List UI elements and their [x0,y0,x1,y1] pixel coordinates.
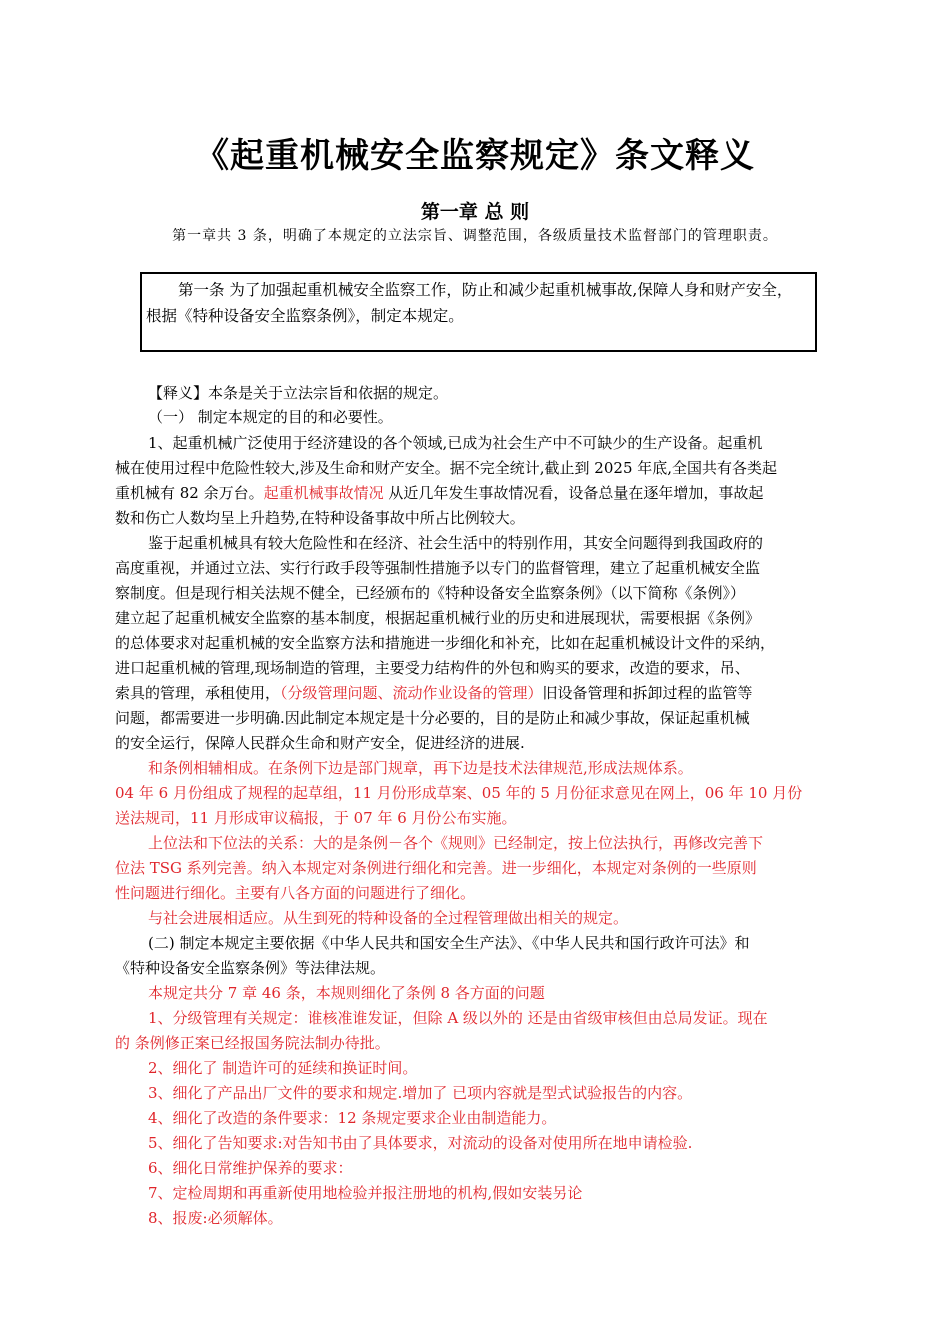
section-heading: (二) 制定本规定主要依据《中华人民共和国安全生产法》、《中华人民共和国行政许可法》和 [148,934,750,952]
red-list-item: 4、细化了改造的条件要求：12 条规定要求企业由制造能力。 [148,1109,557,1127]
article-1-text: 第一条 为了加强起重机械安全监察工作，防止和减少起重机械事故,保障人身和财产安全，根据《特种设备安全监察条例》，制定本规定。 [146,281,793,325]
red-note-line: 与社会进展相适应。从生到死的特种设备的全过程管理做出相关的规定。 [148,909,629,927]
red-note-line: 性问题进行细化。主要有八各方面的问题进行了细化。 [115,884,476,902]
paragraph-line: 问题，都需要进一步明确.因此制定本规定是十分必要的，目的是防止和减少事故，保证起重机械 [115,709,750,727]
paragraph-line: 进口起重机械的管理,现场制造的管理，主要受力结构件的外包和购买的要求，改造的要求，吊、 [115,659,750,677]
chapter-summary: 第一章共 3 条，明确了本规定的立法宗旨、调整范围，各级质量技术监督部门的管理职责。 [172,228,778,244]
paragraph-line: 察制度。但是现行相关法规不健全，已经颁布的《特种设备安全监察条例》（以下简称《条例》） [115,584,746,602]
red-note-line: 04 年 6 月份组成了规程的起草组，11 月份形成草案、05 年的 5 月份征求意见在网上，06 年 10 月份 [115,784,803,802]
paragraph-line: 械在使用过程中危险性较大,涉及生命和财产安全。据不完全统计,截止到 2025 年底,全国共有各类起 [115,459,778,477]
paragraph-line: 的总体要求对起重机械的安全监察方法和措施进一步细化和补充，比如在起重机械设计文件的采纳， [115,634,776,652]
paragraph-line: 1、起重机械广泛使用于经济建设的各个领域,已成为社会生产中不可缺少的生产设备。起重机 [148,434,763,452]
chapter-heading: 第一章 总 则 [420,201,530,223]
article-1-box [140,272,817,352]
paragraph-line: 数和伤亡人数均呈上升趋势,在特种设备事故中所占比例较大。 [115,509,525,527]
paragraph-line: 《特种设备安全监察条例》等法律法规。 [115,959,386,977]
paragraph-line: 的安全运行，保障人民群众生命和财产安全，促进经济的进展. [115,734,525,752]
red-list-item: 1、分级管理有关规定：谁核准谁发证，但除 A 级以外的 还是由省级审核但由总局发证。现在 [148,1009,768,1027]
red-list-item: 3、细化了产品出厂文件的要求和规定.增加了 已项内容就是型式试验报告的内容。 [148,1084,693,1102]
red-list-item: 的 条例修正案已经报国务院法制办待批。 [115,1034,390,1052]
section-heading: （一） 制定本规定的目的和必要性。 [148,408,393,426]
red-note-line: 和条例相辅相成。在条例下边是部门规章，再下边是技术法律规范,形成法规体系。 [148,759,693,777]
red-list-item: 7、定检周期和再重新使用地检验并报注册地的机构,假如安装另论 [148,1184,583,1202]
red-list-item: 2、细化了 制造许可的延续和换证时间。 [148,1059,418,1077]
document-title: 《起重机械安全监察规定》条文释义 [195,136,755,176]
red-note-line: 上位法和下位法的关系：大的是条例－各个《规则》已经制定，按上位法执行，再修改完善下 [148,834,764,852]
red-list-item: 8、报废:必须解体。 [148,1209,283,1227]
red-note-line: 本规定共分 7 章 46 条，本规则细化了条例 8 各方面的问题 [148,984,545,1002]
paragraph-line: 建立起了起重机械安全监察的基本制度，根据起重机械行业的历史和进展现状，需要根据《条例》 [115,609,761,627]
paragraph-line: 索具的管理，承租使用，（分级管理问题、流动作业设备的管理）旧设备管理和拆卸过程的监管等 [115,684,753,702]
red-note-line: 送法规司，11 月形成审议稿报，于 07 年 6 月份公布实施。 [115,809,517,827]
red-note-line: 位法 TSG 系列完善。纳入本规定对条例进行细化和完善。进一步细化，本规定对条例的一些原则 [115,859,757,877]
interpretation-line: 【释义】本条是关于立法宗旨和依据的规定。 [148,384,449,402]
red-list-item: 5、细化了告知要求:对告知书由了具体要求，对流动的设备对使用所在地申请检验. [148,1134,693,1152]
paragraph-line: 重机械有 82 余万台。起重机械事故情况 从近几年发生事故情况看，设备总量在逐年增加，事故起 [115,484,764,502]
red-list-item: 6、细化日常维护保养的要求： [148,1159,353,1177]
paragraph-line: 鉴于起重机械具有较大危险性和在经济、社会生活中的特别作用，其安全问题得到我国政府的 [148,534,764,552]
paragraph-line: 高度重视，并通过立法、实行行政手段等强制性措施予以专门的监督管理，建立了起重机械安全监 [115,559,761,577]
